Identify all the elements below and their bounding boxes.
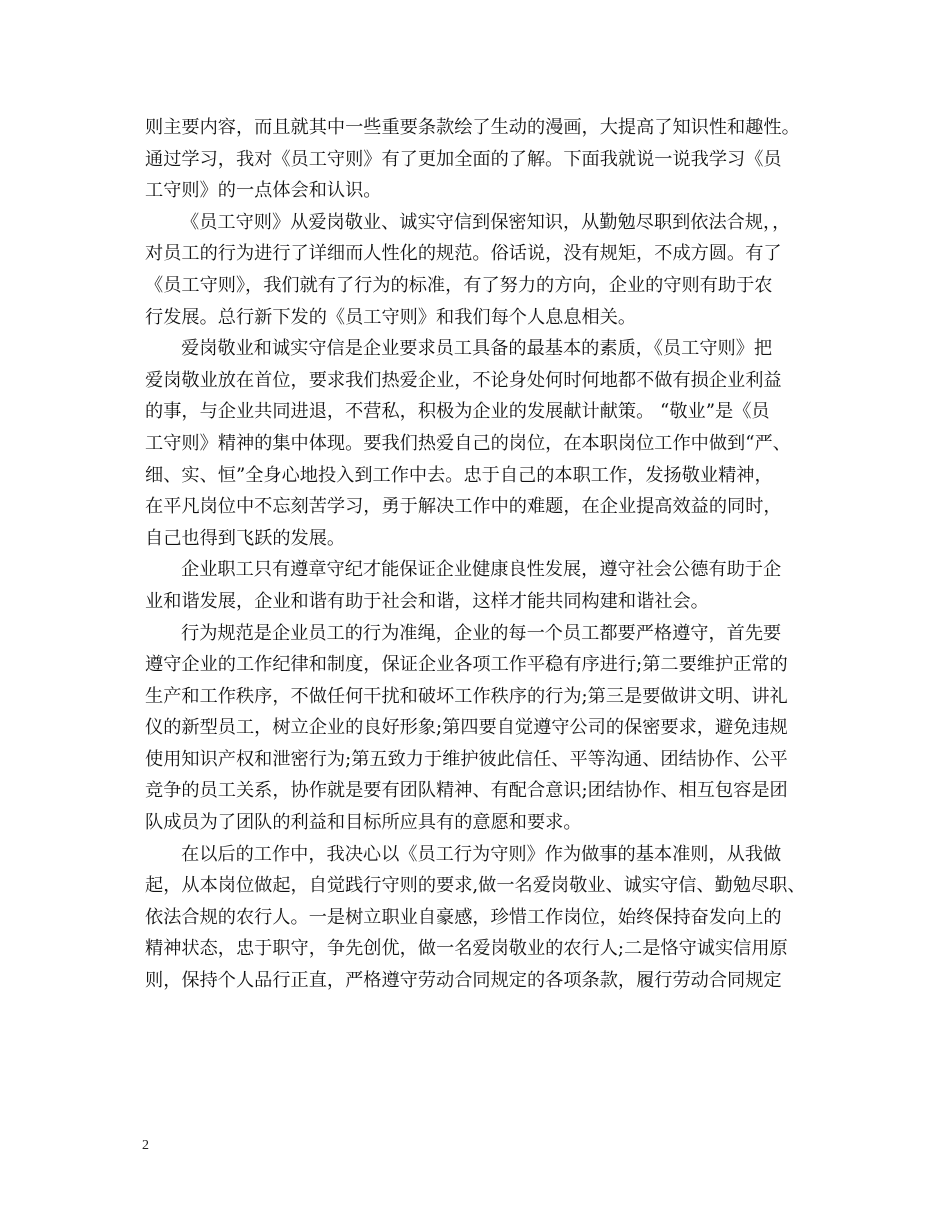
text-line: 《员工守则》从爱岗敬业、诚实守信到保密知识，从勤勉尽职到依法合规，， xyxy=(181,211,791,233)
text-line: 则主要内容，而且就其中一些重要条款绘了生动的漫画，大提高了知识性和趣性。 xyxy=(145,117,800,138)
text-line: 在以后的工作中，我决心以《员工行为守则》作为做事的基本准则，从我做 xyxy=(181,843,782,865)
paragraph-1 xyxy=(145,112,815,207)
text-line: 行发展。总行新下发的《员工守则》和我们每个人息息相关。 xyxy=(145,306,637,328)
text-line: 行为规范是企业员工的行为准绳，企业的每一个员工都要严格遵守，首先要 xyxy=(181,622,782,644)
text-line: 竞争的员工关系，协作就是要有团队精神、有配合意识;团结协作、相互包容是团 xyxy=(145,780,788,802)
text-line: 《员工守则》，我们就有了行为的标准，有了努力的方向，企业的守则有助于农 xyxy=(145,274,773,296)
text-line: 仪的新型员工，树立企业的良好形象;第四要自觉遵守公司的保密要求，避免违规 xyxy=(145,717,788,739)
text-line: 遵守企业的工作纪律和制度，保证企业各项工作平稳有序进行;第二要维护正常的 xyxy=(145,654,788,676)
text-line: 爱岗敬业和诚实守信是企业要求员工具备的最基本的素质，《员工守则》把 xyxy=(181,338,773,360)
text-line: 业和谐发展，企业和谐有助于社会和谐，这样才能共同构建和谐社会。 xyxy=(145,590,709,612)
text-line: 起，从本岗位做起，自觉践行守则的要求,做一名爱岗敬业、诚实守信、勤勉尽职、 xyxy=(145,875,806,897)
text-line: 生产和工作秩序，不做任何干扰和破坏工作秩序的行为;第三是要做讲文明、讲礼 xyxy=(145,685,788,707)
body-text xyxy=(145,112,815,997)
text-line: 通过学习，我对《员工守则》有了更加全面的了解。下面我就说一说我学习《员 xyxy=(145,148,782,170)
text-line: 使用知识产权和泄密行为;第五致力于维护彼此信任、平等沟通、团结协作、公平 xyxy=(145,748,788,770)
text-line: 工守则》精神的集中体现。要我们热爱自己的岗位，在本职岗位工作中做到“严、 xyxy=(145,432,791,454)
text-line: 精神状态，忠于职守，争先创优，做一名爱岗敬业的农行人;二是恪守诚实信用原 xyxy=(145,938,788,960)
text-line: 工守则》的一点体会和认识。 xyxy=(145,180,382,202)
text-line: 队成员为了团队的利益和目标所应具有的意愿和要求。 xyxy=(145,812,582,834)
text-line: 细、实、恒”全身心地投入到工作中去。忠于自己的本职工作，发扬敬业精神， xyxy=(145,464,773,486)
text-line: 的事，与企业共同进退，不营私，积极为企业的发展献计献策。 “敬业”是《员 xyxy=(145,401,770,423)
paragraph-6 xyxy=(145,839,815,997)
text-line: 在平凡岗位中不忘刻苦学习，勇于解决工作中的难题，在企业提高效益的同时， xyxy=(145,496,782,518)
text-line: 自己也得到飞跃的发展。 xyxy=(145,527,346,549)
text-line: 对员工的行为进行了详细而人性化的规范。俗话说，没有规矩，不成方圆。有了 xyxy=(145,243,782,265)
paragraph-5 xyxy=(145,618,815,839)
text-line: 依法合规的农行人。一是树立职业自豪感，珍惜工作岗位，始终保持奋发向上的 xyxy=(145,906,782,928)
text-line: 企业职工只有遵章守纪才能保证企业健康良性发展，遵守社会公德有助于企 xyxy=(181,559,782,581)
paragraph-4 xyxy=(145,554,815,617)
paragraph-2 xyxy=(145,207,815,333)
paragraph-3 xyxy=(145,333,815,554)
text-line: 则，保持个人品行正直，严格遵守劳动合同规定的各项条款，履行劳动合同规定 xyxy=(145,970,782,992)
text-line: 爱岗敬业放在首位，要求我们热爱企业，不论身处何时何地都不做有损企业利益 xyxy=(145,369,782,391)
page-number: 2 xyxy=(142,1138,149,1153)
